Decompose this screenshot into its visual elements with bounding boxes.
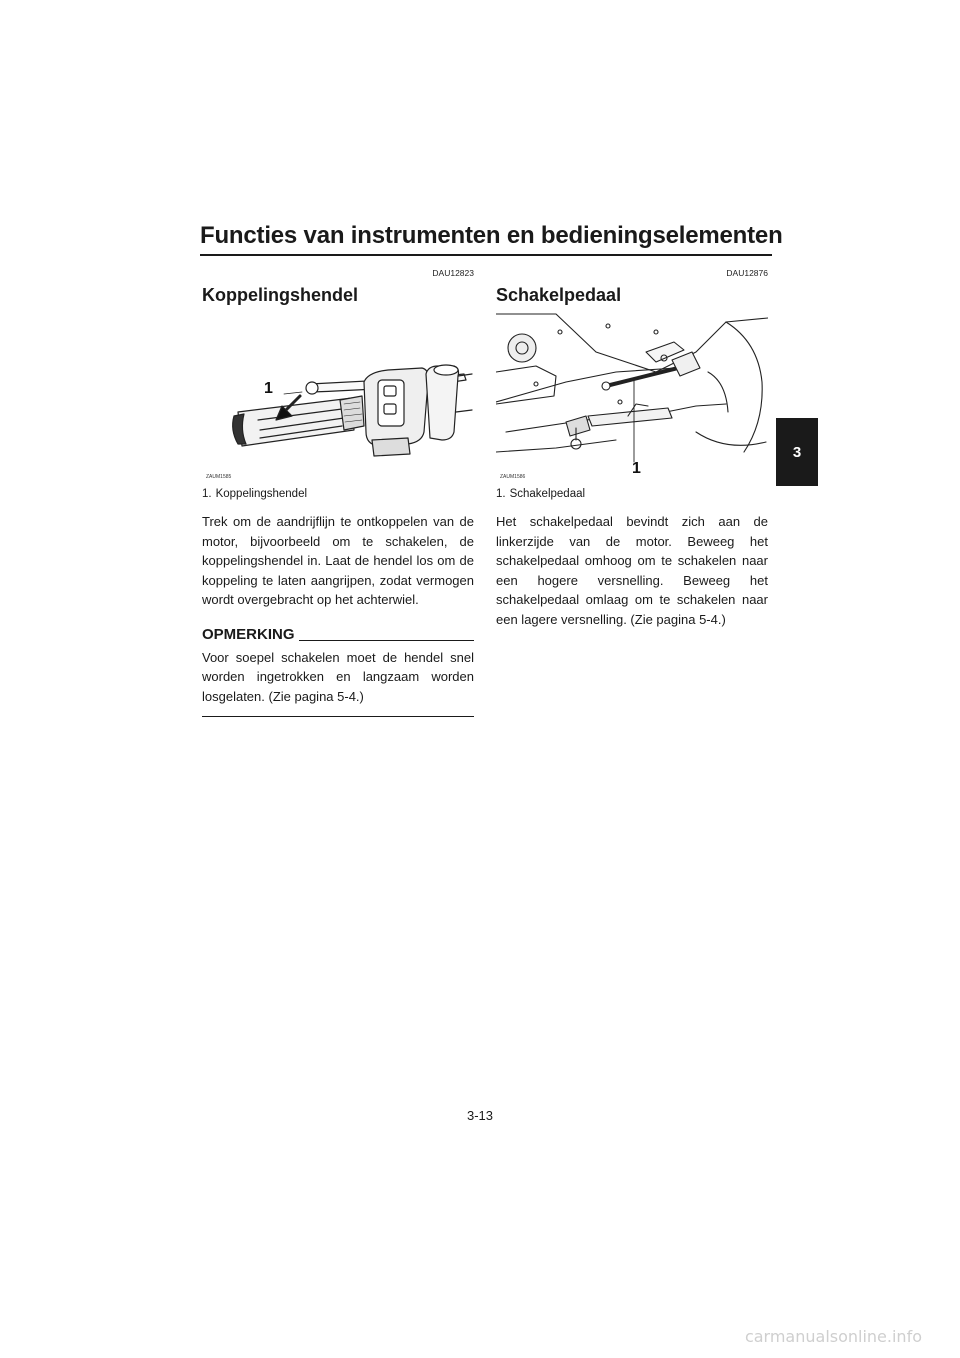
note-rule: [299, 640, 474, 641]
note-end-rule: [202, 716, 474, 717]
callout-number: 1: [632, 460, 641, 477]
clutch-lever-figure: [202, 312, 474, 482]
section-title: Koppelingshendel: [202, 285, 359, 305]
note-heading: [202, 626, 474, 644]
note-title: OPMERKING: [202, 625, 295, 643]
page-number: 3-13: [466, 1108, 494, 1123]
body-paragraph: Trek om de aandrijflijn te ontkoppelen van de motor, bijvoorbeeld om te schakelen, de koppelingshendel in. Laat de hendel los om de koppeling te laten aangrijpen, zodat vermogen wordt overgebracht op het achterwiel.: [202, 514, 474, 607]
section-code: DAU12823: [432, 268, 474, 278]
section-schakelpedaal: [496, 268, 768, 629]
callout-number: 1: [264, 380, 273, 397]
section-code: DAU12876: [726, 268, 768, 278]
section-title: Schakelpedaal: [496, 285, 622, 305]
chapter-tab[interactable]: 3: [776, 418, 818, 486]
caption-text: Schakelpedaal: [509, 488, 586, 500]
caption-number: 1.: [496, 488, 506, 500]
watermark: carmanualsonline.info: [744, 1327, 922, 1346]
shift-pedal-illustration: [496, 312, 768, 482]
figure-caption: [496, 486, 768, 502]
body-paragraph: Het schakelpedaal bevindt zich aan de linkerzijde van de motor. Beweeg het schakelpedaal omhoog om te schakelen naar een hogere versnelling. Beweeg het schakelpedaal omlaag om te schakelen naar een lagere versnelling. (Zie pagina 5-4.): [496, 514, 768, 627]
clutch-lever-illustration: [202, 312, 474, 482]
figure-code: ZAUM1586: [500, 474, 526, 480]
caption-text: Koppelingshendel: [215, 488, 308, 500]
figure-caption: [202, 486, 474, 502]
section-koppelingshendel: [202, 268, 474, 717]
caption-number: 1.: [202, 488, 212, 500]
header-divider: [200, 254, 772, 256]
shift-pedal-figure: [496, 312, 768, 482]
figure-code: ZAUM1585: [206, 474, 232, 480]
note-text: Voor soepel schakelen moet de hendel snel worden ingetrokken en langzaam worden losgelaten. (Zie pagina 5-4.): [202, 649, 474, 704]
page-title: Functies van instrumenten en bedieningselementen: [200, 222, 783, 249]
